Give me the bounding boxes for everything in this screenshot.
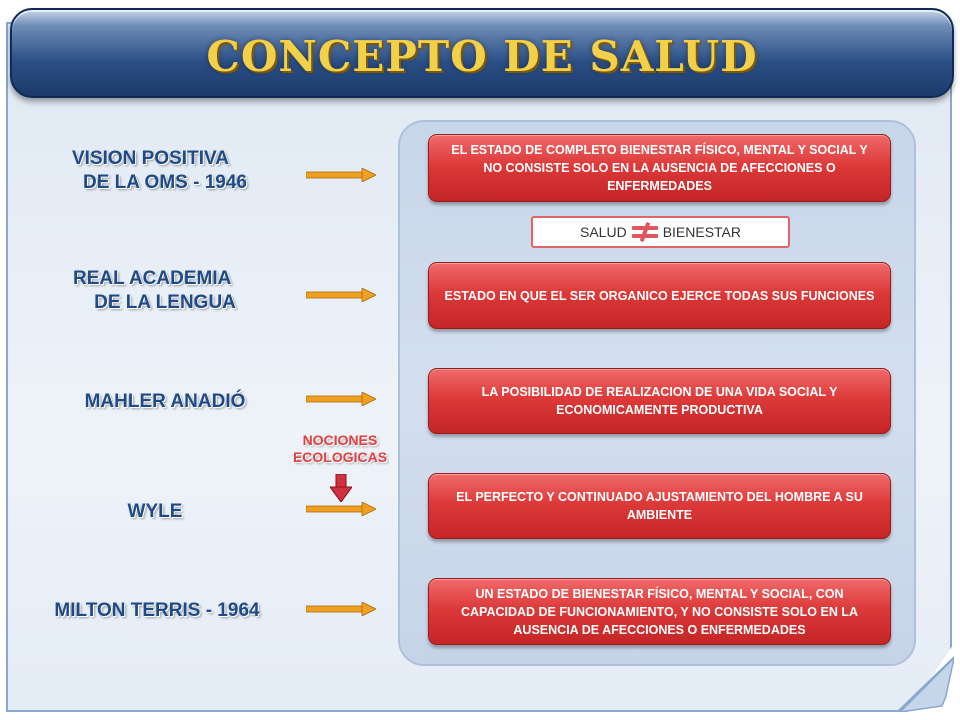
right-arrow-icon [306, 602, 376, 616]
label-wyle-line1: WYLE [127, 501, 183, 522]
relation-right: BIENESTAR [662, 224, 741, 240]
label-rae [40, 267, 290, 315]
label-oms [40, 147, 290, 195]
relation-left: SALUD [580, 224, 627, 240]
definition-box-oms: EL ESTADO DE COMPLETO BIENESTAR FÍSICO, MENTAL Y SOCIAL Y NO CONSISTE SOLO EN LA AUSENCIA DE AFECCIONES O ENFERMEDADES [428, 134, 891, 202]
definition-box-mahler: LA POSIBILIDAD DE REALIZACION DE UNA VIDA SOCIAL Y ECONOMICAMENTE PRODUCTIVA [428, 368, 891, 434]
not-equal-icon [631, 221, 659, 243]
label-rae-line1: REAL ACADEMIA [73, 268, 232, 289]
right-arrow-icon [306, 502, 376, 516]
title-bar [10, 8, 954, 98]
page-curl-icon [896, 656, 954, 712]
nociones-line1: NOCIONES [302, 432, 378, 448]
down-arrow-icon [330, 474, 352, 502]
right-arrow-icon [306, 168, 376, 182]
right-arrow-icon [306, 288, 376, 302]
label-wyle [30, 500, 280, 524]
label-mahler-line1: MAHLER ANADIÓ [84, 391, 246, 412]
right-arrow-icon [306, 392, 376, 406]
label-mahler [40, 390, 290, 414]
nociones-ecologicas-label [280, 432, 400, 466]
label-milton-terris-line1: MILTON TERRIS - 1964 [54, 600, 260, 621]
definition-box-milton-terris: UN ESTADO DE BIENESTAR FÍSICO, MENTAL Y SOCIAL, CON CAPACIDAD DE FUNCIONAMIENTO, Y NO CONSISTE SOLO EN LA AUSENCIA DE AFECCIONES O ENFERMEDADES [428, 578, 891, 645]
label-rae-line2: DE LA LENGUA [94, 292, 236, 313]
salud-bienestar-relation [531, 216, 790, 248]
label-milton-terris [32, 599, 282, 623]
label-oms-line1: VISION POSITIVA [72, 148, 229, 169]
definition-box-wyle: EL PERFECTO Y CONTINUADO AJUSTAMIENTO DEL HOMBRE A SU AMBIENTE [428, 473, 891, 539]
nociones-line2: ECOLOGICAS [292, 449, 388, 465]
definition-box-rae: ESTADO EN QUE EL SER ORGANICO EJERCE TODAS SUS FUNCIONES [428, 262, 891, 329]
label-oms-line2: DE LA OMS - 1946 [82, 172, 247, 193]
page-title: CONCEPTO DE SALUD [206, 32, 758, 81]
